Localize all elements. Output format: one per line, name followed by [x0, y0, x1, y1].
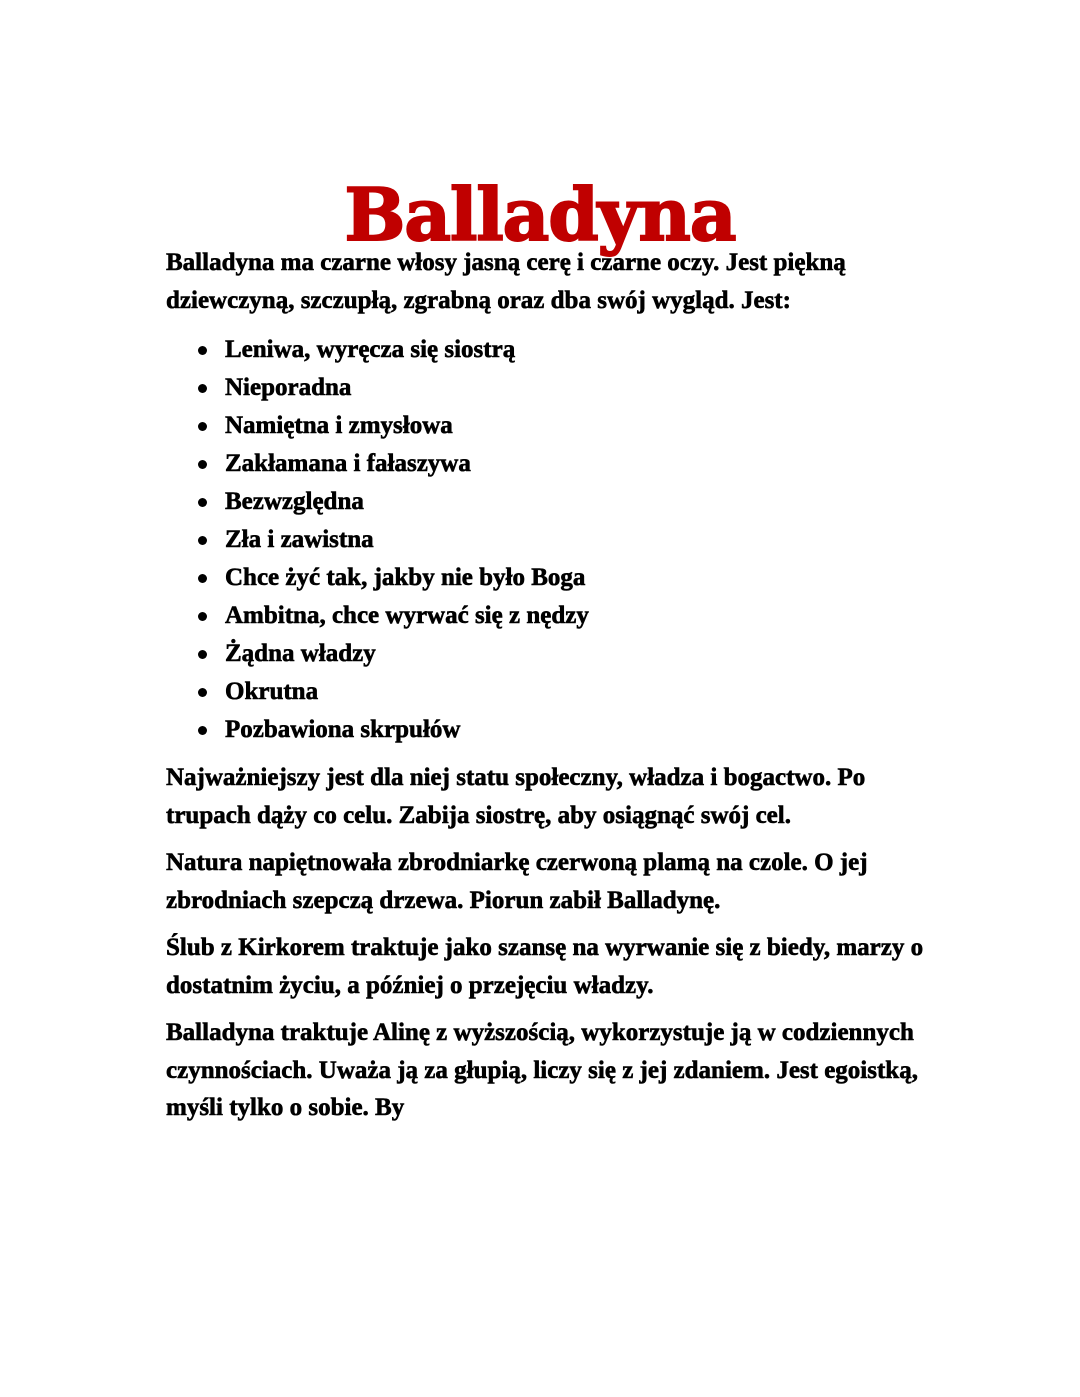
list-item: [166, 559, 926, 597]
list-item-text: Leniwa, wyręcza się siostrą: [225, 336, 516, 363]
paragraph-alina: Balladyna traktuje Alinę z wyższością, wykorzystuje ją w codziennych czynnościach. Uważa ją za głupią, liczy się z jej zdaniem. Jest egoistką, myśli tylko o sobie. By: [166, 1019, 918, 1121]
list-item-text: Bezwzględna: [225, 488, 364, 515]
list-item-text: Ambitna, chce wyrwać się z nędzy: [225, 602, 589, 629]
bullet-icon: [198, 346, 207, 355]
list-item: [166, 597, 926, 635]
list-item-text: Namiętna i zmysłowa: [225, 412, 453, 439]
document-title: Balladyna: [344, 172, 736, 258]
paragraph-status: Najważniejszy jest dla niej statu społeczny, władza i bogactwo. Po trupach dąży co celu. Zabija siostrę, aby osiągnąć swój cel.: [166, 764, 866, 829]
list-item: [166, 711, 926, 749]
intro-paragraph: Balladyna ma czarne włosy jasną cerę i czarne oczy. Jest piękną dziewczyną, szczupłą, zgrabną oraz dba swój wygląd. Jest:: [166, 249, 846, 314]
bullet-icon: [198, 384, 207, 393]
list-item: [166, 369, 926, 407]
paragraph-nature: Natura napiętnowała zbrodniarkę czerwoną plamą na czole. O jej zbrodniach szepczą drzewa. Piorun zabił Balladynę.: [166, 849, 868, 914]
bullet-icon: [198, 650, 207, 659]
bullet-icon: [198, 726, 207, 735]
list-item: [166, 445, 926, 483]
list-item-text: Zakłamana i fałaszywa: [225, 450, 471, 477]
list-item: [166, 331, 926, 369]
list-item-text: Żądna władzy: [225, 640, 376, 667]
bullet-icon: [198, 536, 207, 545]
list-item-text: Chce żyć tak, jakby nie było Boga: [225, 564, 586, 591]
list-item-text: Nieporadna: [225, 374, 352, 401]
traits-list: [166, 331, 926, 749]
paragraph-wedding: Ślub z Kirkorem traktuje jako szansę na wyrwanie się z biedy, marzy o dostatnim życiu, a później o przejęciu władzy.: [166, 934, 924, 999]
document-body: [166, 244, 926, 1127]
bullet-icon: [198, 460, 207, 469]
list-item: [166, 635, 926, 673]
bullet-icon: [198, 574, 207, 583]
bullet-icon: [198, 688, 207, 697]
list-item: [166, 407, 926, 445]
list-item: [166, 521, 926, 559]
bullet-icon: [198, 612, 207, 621]
list-item: [166, 483, 926, 521]
list-item-text: Zła i zawistna: [225, 526, 374, 553]
list-item-text: Okrutna: [225, 678, 319, 705]
bullet-icon: [198, 422, 207, 431]
bullet-icon: [198, 498, 207, 507]
list-item-text: Pozbawiona skrpułów: [225, 716, 461, 743]
list-item: [166, 673, 926, 711]
